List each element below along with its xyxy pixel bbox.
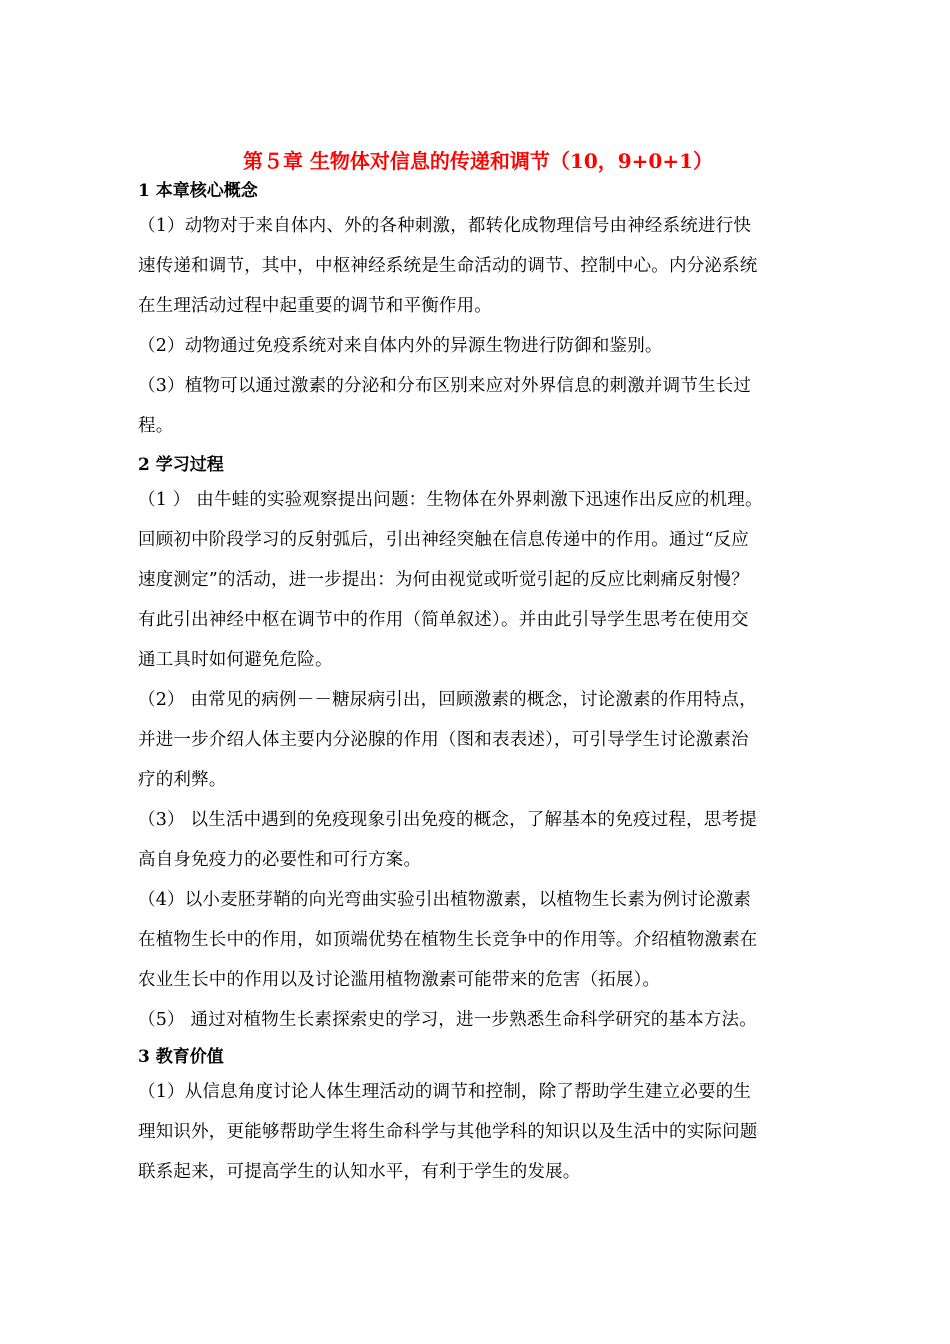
document-page <box>138 146 818 1192</box>
text-line: 通工具时如何避免危险。 <box>138 650 333 670</box>
text-line: 理知识外，更能够帮助学生将生命科学与其他学科的知识以及生活中的实际问题 <box>138 1122 758 1142</box>
chapter-title: 第５章 生物体对信息的传递和调节（10，9+0+1） <box>242 149 714 173</box>
paragraph <box>138 1072 818 1192</box>
text-line: （5） 通过对植物生长素探索史的学习，进一步熟悉生命科学研究的基本方法。 <box>138 1010 757 1030</box>
paragraph <box>138 1000 818 1040</box>
text-line: （4）以小麦胚芽鞘的向光弯曲实验引出植物激素，以植物生长素为例讨论激素 <box>138 890 752 910</box>
text-line: （3） 以生活中遇到的免疫现象引出免疫的概念，了解基本的免疫过程，思考提 <box>138 810 757 830</box>
text-line: 在生理活动过程中起重要的调节和平衡作用。 <box>138 296 492 316</box>
text-line: 速传递和调节，其中，中枢神经系统是生命活动的调节、控制中心。内分泌系统 <box>138 256 758 276</box>
paragraph <box>138 800 818 880</box>
text-line: （1）动物对于来自体内、外的各种刺激，都转化成物理信号由神经系统进行快 <box>138 216 752 236</box>
paragraph <box>138 880 818 1000</box>
section-heading-learning-process: 2 学习过程 <box>138 455 224 475</box>
text-line: 农业生长中的作用以及讨论滥用植物激素可能带来的危害（拓展）。 <box>138 970 661 990</box>
text-line: （2） 由常见的病例－－糖尿病引出，回顾激素的概念，讨论激素的作用特点， <box>138 690 757 710</box>
paragraph <box>138 366 818 446</box>
text-line: （2）动物通过免疫系统对来自体内外的异源生物进行防御和鉴别。 <box>138 336 663 356</box>
text-line: 在植物生长中的作用，如顶端优势在植物生长竞争中的作用等。介绍植物激素在 <box>138 930 758 950</box>
text-line: 高自身免疫力的必要性和可行方案。 <box>138 850 422 870</box>
section-heading-educational-value: 3 教育价值 <box>138 1047 224 1067</box>
paragraph <box>138 680 818 800</box>
text-line: 回顾初中阶段学习的反射弧后，引出神经突触在信息传递中的作用。通过“反应 <box>138 530 749 550</box>
text-line: 并进一步介绍人体主要内分泌腺的作用（图和表表述），可引导学生讨论激素治 <box>138 730 749 750</box>
text-line: 联系起来，可提高学生的认知水平，有利于学生的发展。 <box>138 1162 581 1182</box>
text-line: 速度测定”的活动，进一步提出：为何由视觉或听觉引起的反应比刺痛反射慢？ <box>138 570 749 590</box>
paragraph <box>138 480 818 680</box>
text-line: （3）植物可以通过激素的分泌和分布区别来应对外界信息的刺激并调节生长过 <box>138 376 752 396</box>
text-line: 有此引出神经中枢在调节中的作用（简单叙述）。并由此引导学生思考在使用交 <box>138 610 749 630</box>
text-line: （1 ） 由牛蛙的实验观察提出问题：生物体在外界刺激下迅速作出反应的机理。 <box>138 490 763 510</box>
text-line: （1）从信息角度讨论人体生理活动的调节和控制，除了帮助学生建立必要的生 <box>138 1082 752 1102</box>
section-heading-core-concepts: 1 本章核心概念 <box>138 181 258 201</box>
text-line: 疗的利弊。 <box>138 770 227 790</box>
paragraph <box>138 206 818 326</box>
paragraph <box>138 326 818 366</box>
text-line: 程。 <box>138 416 174 436</box>
